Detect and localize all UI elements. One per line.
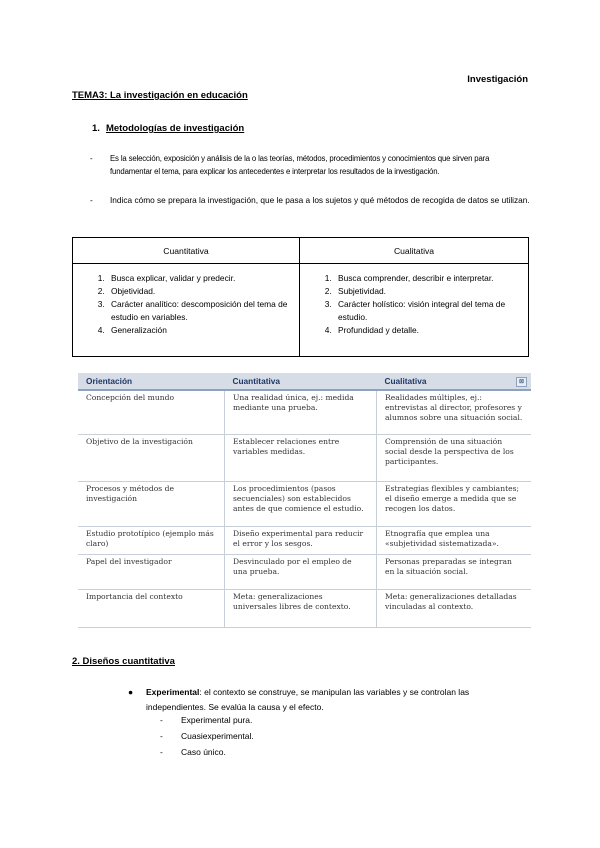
table-row <box>78 481 531 526</box>
list-item: - Cuasiexperimental. <box>160 731 254 741</box>
section2-heading: 2. Diseños cuantitativa <box>72 656 175 667</box>
table-cell: Etnografía que emplea una «subjetividad sistematizada». <box>377 526 532 554</box>
list-item: 2. Objetividad. <box>107 285 299 298</box>
table-cell: Importancia del contexto <box>78 589 225 627</box>
table-header: Cuantitativa <box>225 373 377 390</box>
table-cell: Papel del investigador <box>78 554 225 589</box>
item-text: : el contexto se construye, se manipulan las variables y se controlan las independientes. Se evalúa la causa y el efecto. <box>146 687 470 712</box>
section1-title: Metodologías de investigación <box>105 123 245 134</box>
table-cell: Comprensión de una situación social desde la perspectiva de los participantes. <box>377 434 532 481</box>
cuantitativa-list <box>73 272 299 337</box>
bullet-text: Indica cómo se prepara la investigación, que le pasa a los sujetos y qué métodos de recogida de datos se utilizan. <box>110 195 530 205</box>
comparison-table <box>72 237 529 357</box>
table-header: Orientación <box>78 373 225 390</box>
list-item: 1. Busca comprender, describir e interpretar. <box>334 272 528 285</box>
table-row <box>78 390 531 434</box>
item-label: Experimental <box>146 687 200 697</box>
cualitativa-header: Cualitativa <box>300 238 528 264</box>
subitem-text: Caso único. <box>181 747 226 757</box>
list-item: 4. Generalización <box>107 324 299 337</box>
table-cell: Meta: generalizaciones detalladas vinculadas al contexto. <box>377 589 532 627</box>
list-item: - Caso único. <box>160 747 226 757</box>
section1-heading <box>92 123 244 134</box>
list-item: 3. Carácter holístico: visión integral del tema de estudio. <box>334 298 528 324</box>
list-item: - Es la selección, exposición y análisis de la o las teorías, métodos, procedimientos y conocimientos que sirven para fundamentar el tema, para explicar los antecedentes e interpretar los resultados de la investigación. <box>90 152 530 178</box>
table-row <box>78 526 531 554</box>
subitem-text: Cuasiexperimental. <box>181 731 254 741</box>
list-item: - Experimental pura. <box>160 715 253 725</box>
section1-number: 1. <box>92 123 100 134</box>
table-cell: Realidades múltiples, ej.: entrevistas al director, profesores y alumnos sobre una situación social. <box>377 390 532 434</box>
list-item: 2. Subjetividad. <box>334 285 528 298</box>
table-cell: Meta: generalizaciones universales libres de contexto. <box>225 589 377 627</box>
list-item: ● Experimental: el contexto se construye, se manipulan las variables y se controlan las independientes. Se evalúa la causa y el efecto. <box>128 687 470 712</box>
list-item: 1. Busca explicar, validar y predecir. <box>107 272 299 285</box>
bullet-text: Es la selección, exposición y análisis de la o las teorías, métodos, procedimientos y conocimientos que sirven para fundamentar el tema, para explicar los antecedentes e interpretar los resultados de la investigación. <box>110 154 490 176</box>
table-cell: Establecer relaciones entre variables medidas. <box>225 434 377 481</box>
expand-icon: ⊠ <box>516 377 527 387</box>
tema-title: : La investigación en educación <box>104 90 248 101</box>
table-cell: Estrategias flexibles y cambiantes; el diseño emerge a medida que se recogen los datos. <box>377 481 532 526</box>
cualitativa-list <box>300 272 528 337</box>
tema-prefix: TEMA3 <box>72 90 105 101</box>
table-row <box>78 589 531 627</box>
table-header: Cualitativa <box>377 373 532 390</box>
table-cell: Los procedimientos (pasos secuenciales) son establecidos antes de que comience el estudio. <box>225 481 377 526</box>
table-cell: Personas preparadas se integran en la situación social. <box>377 554 532 589</box>
cuantitativa-column <box>73 238 300 356</box>
orientation-table-image <box>78 373 531 633</box>
table-cell: Concepción del mundo <box>78 390 225 434</box>
cualitativa-column <box>300 238 528 356</box>
table-row <box>78 434 531 481</box>
table-cell: Una realidad única, ej.: medida mediante una prueba. <box>225 390 377 434</box>
subitem-text: Experimental pura. <box>181 715 253 725</box>
list-item: 4. Profundidad y detalle. <box>334 324 528 337</box>
table-cell: Diseño experimental para reducir el error y los sesgos. <box>225 526 377 554</box>
tema-heading <box>72 90 248 101</box>
header-title: Investigación <box>467 74 528 85</box>
list-item: - Indica cómo se prepara la investigación, que le pasa a los sujetos y qué métodos de recogida de datos se utilizan. <box>90 195 530 205</box>
table-cell: Procesos y métodos de investigación <box>78 481 225 526</box>
list-item: 3. Carácter analítico: descomposición del tema de estudio en variables. <box>107 298 299 324</box>
table-cell: Objetivo de la investigación <box>78 434 225 481</box>
table-row <box>78 554 531 589</box>
table-cell: Desvinculado por el empleo de una prueba. <box>225 554 377 589</box>
table-cell: Estudio prototípico (ejemplo más claro) <box>78 526 225 554</box>
cuantitativa-header: Cuantitativa <box>73 238 299 264</box>
